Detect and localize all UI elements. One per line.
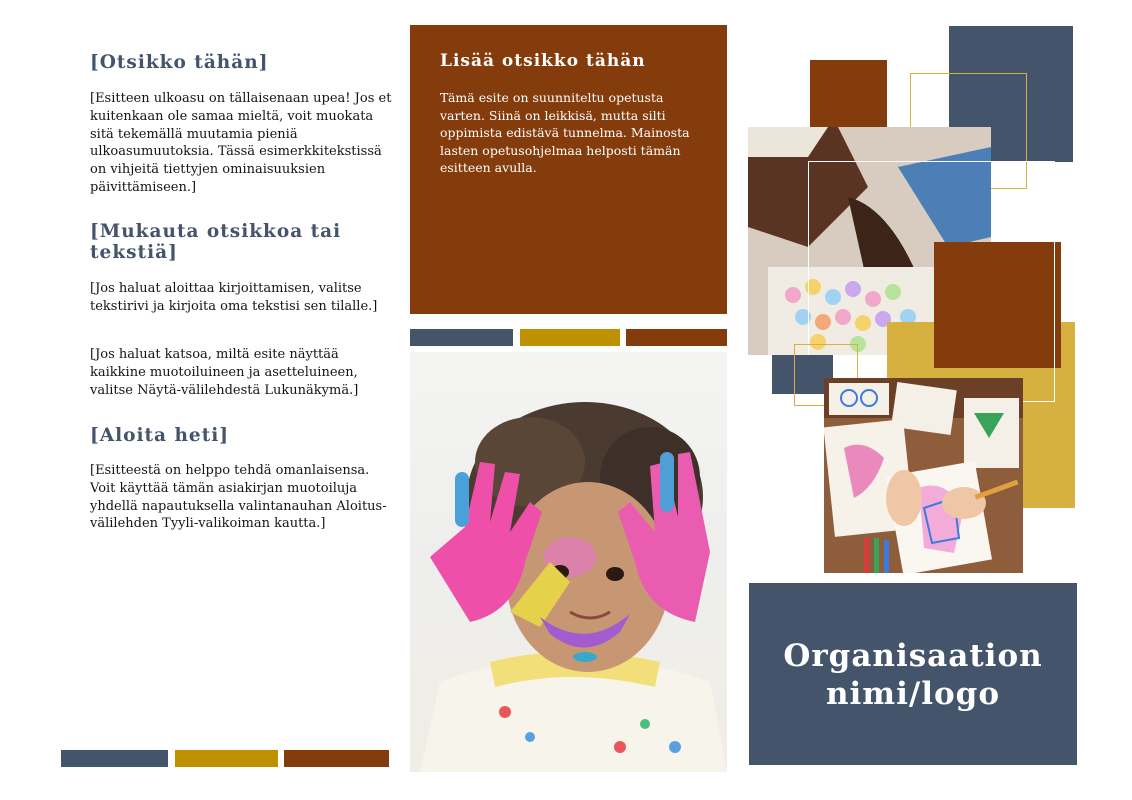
heading-otsikko: [Otsikko tähän]: [90, 52, 269, 73]
photo-girl-painted-hands: [410, 352, 727, 772]
brown-text-box: [410, 25, 727, 314]
organization-name: Organisaation nimi/logo: [783, 638, 1043, 712]
photo-kids-drawing: [824, 378, 1023, 573]
photo-girl-illustration: [410, 352, 727, 772]
decor-bar-navy-mid: [410, 329, 513, 346]
paragraph-start-writing: [Jos haluat aloittaa kirjoittamisen, valitse tekstirivi ja kirjoita oma tekstisi sen tilalle.]: [90, 281, 378, 314]
decor-bar-brown-mid: [626, 329, 727, 346]
box-body: Tämä esite on suunniteltu opetusta varten. Siinä on leikkisä, mutta silti oppimista edistävä tunnelma. Mainosta lasten opetusohjelmaa helposti tämän esitteen avulla.: [440, 90, 690, 175]
heading-aloita: [Aloita heti]: [90, 425, 230, 446]
decor-square-brown-small: [810, 60, 887, 127]
paragraph-styles: [Esitteestä on helppo tehdä omanlaisensa. Voit käyttää tämän asiakirjan muotoiluja yhdellä napautuksella valintanauhan Aloitus-välilehden Tyyli-valikoiman kautta.]: [90, 463, 387, 532]
photo-drawing-illustration: [824, 378, 1023, 573]
organization-logo-box: [749, 583, 1077, 765]
decor-bar-brown: [284, 750, 389, 767]
decor-bar-navy: [61, 750, 168, 767]
heading-mukauta: [Mukauta otsikkoa tai tekstiä]: [90, 221, 342, 263]
decor-bar-gold: [175, 750, 278, 767]
paragraph-intro: [Esitteen ulkoasu on tällaisenaan upea! Jos et kuitenkaan ole samaa mieltä, voit muokata sitä tekemällä muutamia pieniä ulkoasumuutoksia. Tässä esimerkkitekstissä on vihjeitä tiettyjen ominaisuuksien päivittämiseen.]: [90, 91, 392, 195]
decor-bar-gold-mid: [520, 329, 620, 346]
box-title: Lisää otsikko tähän: [440, 51, 646, 71]
paragraph-reading-view: [Jos haluat katsoa, miltä esite näyttää kaikkine muotoiluineen ja asetteluineen, valitse Näytä-välilehdestä Lukunäkymä.]: [90, 347, 359, 398]
